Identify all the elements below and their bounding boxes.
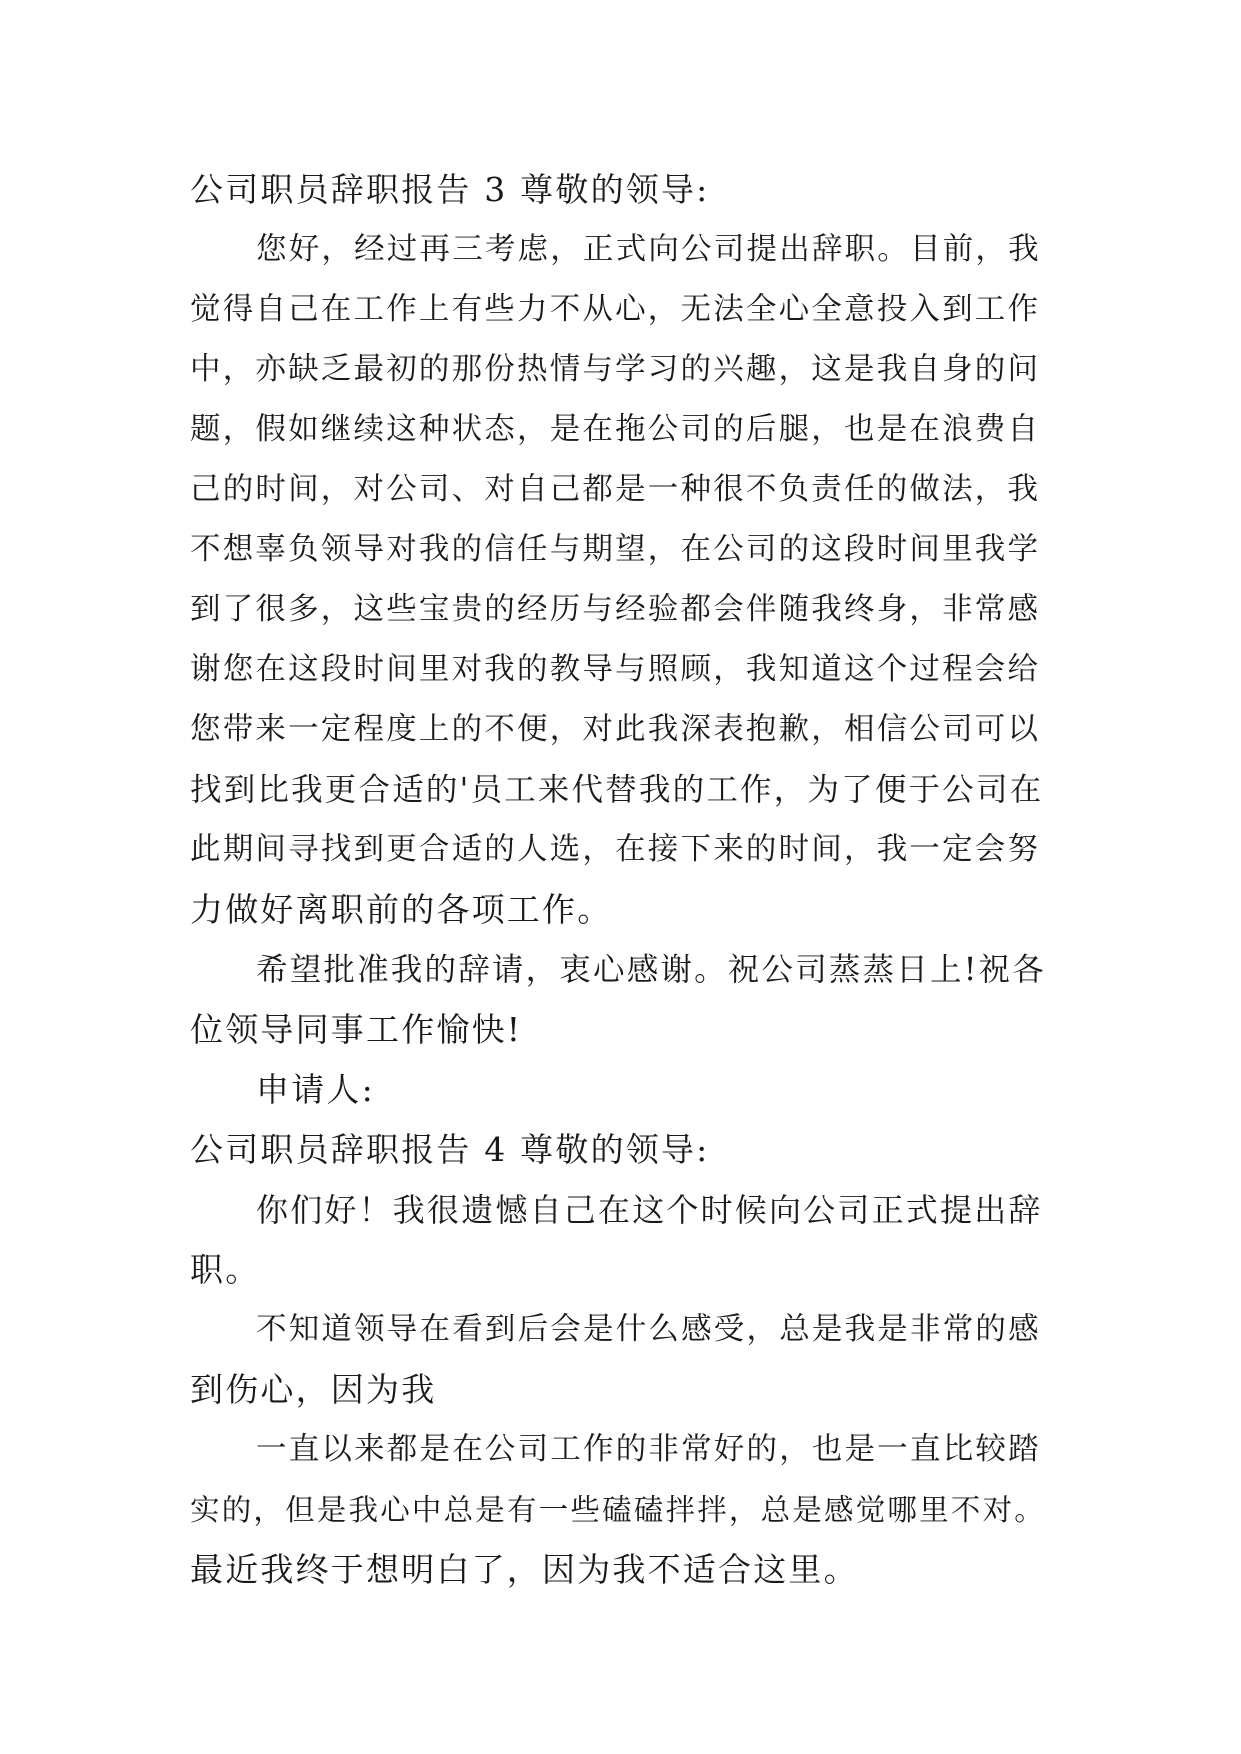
paragraph-line: 此期间寻找到更合适的人选，在接下来的时间，我一定会努	[190, 832, 1041, 867]
paragraph-line: 题，假如继续这种状态，是在拖公司的后腿，也是在浪费自	[190, 412, 1041, 447]
heading-report-4: 公司职员辞职报告 4 尊敬的领导:	[190, 1130, 710, 1169]
paragraph-line: 谢您在这段时间里对我的教导与照顾，我知道这个过程会给	[190, 652, 1041, 687]
paragraph-line: 位领导同事工作愉快!	[190, 1010, 523, 1049]
paragraph-line: 职。	[190, 1250, 261, 1289]
paragraph-line: 您好，经过再三考虑，正式向公司提出辞职。目前，我	[256, 232, 1041, 267]
paragraph-line: 找到比我更合适的'员工来代替我的工作，为了便于公司在	[190, 772, 1044, 808]
paragraph-line: 中，亦缺乏最初的那份热情与学习的兴趣，这是我自身的问	[190, 352, 1041, 387]
paragraph-line: 力做好离职前的各项工作。	[190, 890, 613, 929]
paragraph-line: 最近我终于想明白了，因为我不适合这里。	[190, 1550, 859, 1589]
paragraph-line: 己的时间，对公司、对自己都是一种很不负责任的做法，我	[190, 472, 1041, 507]
paragraph-line: 您带来一定程度上的不便，对此我深表抱歉，相信公司可以	[190, 712, 1041, 747]
paragraph-line: 到了很多，这些宝贵的经历与经验都会伴随我终身，非常感	[190, 592, 1041, 627]
paragraph-line: 不知道领导在看到后会是什么感受，总是我是非常的感	[256, 1312, 1041, 1347]
paragraph-line: 实的，但是我心中总是有一些磕磕拌拌，总是感觉哪里不对。	[190, 1493, 1046, 1527]
paragraph-line: 希望批准我的辞请，衷心感谢。祝公司蒸蒸日上!祝各	[256, 952, 1046, 988]
paragraph-line: 觉得自己在工作上有些力不从心，无法全心全意投入到工作	[190, 292, 1041, 327]
paragraph-line: 到伤心，因为我	[190, 1370, 437, 1409]
paragraph-line: 一直以来都是在公司工作的非常好的，也是一直比较踏	[256, 1432, 1041, 1467]
paragraph-line: 你们好！我很遗憾自己在这个时候向公司正式提出辞	[256, 1191, 1043, 1229]
paragraph-line: 不想辜负领导对我的信任与期望，在公司的这段时间里我学	[190, 532, 1041, 567]
heading-report-3: 公司职员辞职报告 3 尊敬的领导:	[190, 170, 710, 209]
signature-applicant: 申请人:	[256, 1070, 375, 1109]
